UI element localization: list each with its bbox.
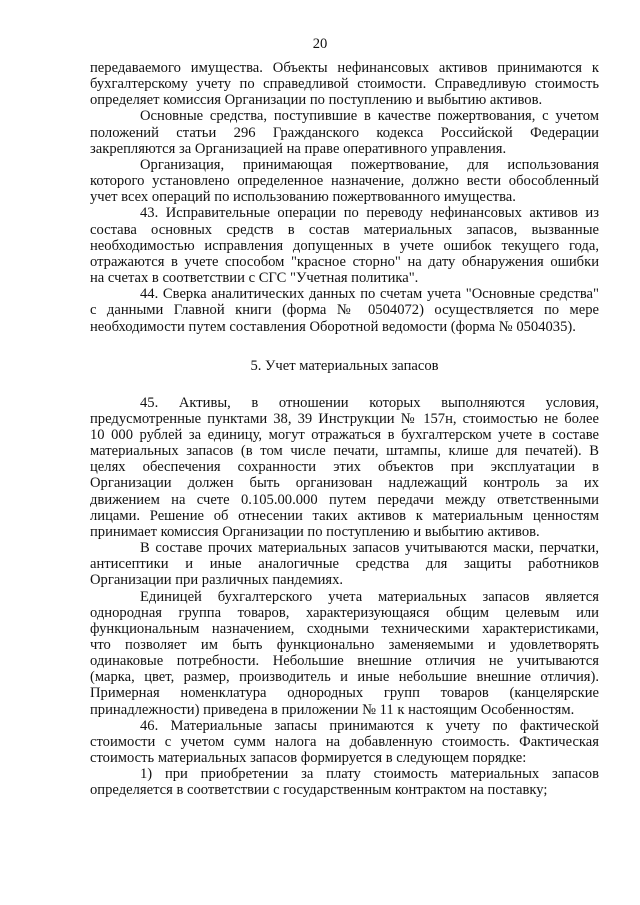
text-line: Организации при различных пандемиях. — [90, 572, 344, 589]
text-line: антисептики и иные аналогичные средства для защиты работников — [90, 556, 599, 573]
text-line: определяется в соответствии с государственным контрактом на поставку; — [90, 782, 548, 799]
text-line: В составе прочих материальных запасов учитываются маски, перчатки, — [140, 540, 599, 557]
paragraph-p2 — [90, 108, 599, 156]
text-line: 45. Активы, в отношении которых выполняются условия, — [140, 394, 599, 411]
text-line: необходимости путем составления Оборотной ведомости (форма № 0504035). — [90, 318, 576, 335]
text-line: предусмотренные пунктами 38, 39 Инструкции № 157н, стоимостью не более — [90, 410, 599, 427]
text-line: (марка, цвет, размер, производитель и иные небольшие внешние отличия). — [90, 669, 599, 686]
paragraph-p6 — [90, 395, 599, 540]
text-line: 44. Сверка аналитических данных по счетам учета "Основные средства" — [140, 286, 599, 303]
text-line: определяет комиссия Организации по поступлению и выбытию активов. — [90, 92, 543, 109]
text-line: функциональным назначением, сходными техническими характеристиками, — [90, 620, 599, 637]
text-line: Единицей бухгалтерского учета материальных запасов является — [140, 588, 599, 605]
text-line: учет всех операций по использованию пожертвованного имущества. — [90, 189, 516, 206]
paragraph-p9 — [90, 718, 599, 766]
text-line: необходимостью исправления допущенных в учете ошибок текущего года, — [90, 237, 599, 254]
text-line: Основные средства, поступившие в качестве пожертвования, с учетом — [140, 108, 599, 125]
section-heading: 5. Учет материальных запасов — [250, 357, 439, 374]
text-line: Примерная номенклатура однородных групп товаров (канцелярские — [90, 685, 599, 702]
text-line: лицами. Решение об отнесении таких активов к материальным ценностям — [90, 507, 599, 524]
paragraphs-bottom — [90, 395, 599, 799]
paragraph-p8 — [90, 589, 599, 718]
text-line: 10 000 рублей за единицу, могут отражаться в бухгалтерском учете в составе — [90, 426, 599, 443]
text-line: 43. Исправительные операции по переводу нефинансовых активов из — [140, 205, 599, 222]
text-line: на счетах в соответствии с СГС "Учетная политика". — [90, 270, 419, 287]
text-line: принадлежности) приведена в приложении № 11 к настоящим Особенностям. — [90, 701, 575, 718]
paragraph-p1 — [90, 60, 599, 108]
text-line: Организация, принимающая пожертвование, для использования — [140, 156, 599, 173]
text-line: принимает комиссия Организации по поступлению и выбытию активов. — [90, 523, 540, 540]
paragraph-p10 — [90, 766, 599, 798]
text-line: что позволяет им быть функционально заменяемыми и удовлетворять — [90, 637, 599, 653]
text-line: закрепляются за Организацией на праве оперативного управления. — [90, 140, 507, 157]
text-line: бухгалтерскому учету по справедливой стоимости. Справедливую стоимость — [90, 76, 599, 93]
text-line: отражаются в учете способом "красное сторно" на дату обнаружения ошибки — [90, 253, 599, 270]
paragraph-p4 — [90, 205, 599, 286]
text-line: 1) при приобретении за плату стоимость материальных запасов — [140, 766, 599, 783]
text-line: состава основных средств в состав материальных запасов, вызванные — [90, 221, 599, 238]
page-content — [90, 60, 599, 799]
text-line: с данными Главной книги (форма № 0504072) осуществляется по мере — [90, 302, 599, 319]
paragraph-p3 — [90, 157, 599, 205]
text-line: положений статьи 296 Гражданского кодекса Российской Федерации — [90, 124, 599, 141]
paragraphs-top — [90, 60, 599, 335]
text-line: стоимость материальных запасов формируется в следующем порядке: — [90, 750, 527, 767]
text-line: 46. Материальные запасы принимаются к учету по фактической — [140, 717, 599, 734]
text-line: стоимости с учетом сумм налога на добавленную стоимость. Фактическая — [90, 733, 599, 750]
paragraph-p5 — [90, 286, 599, 334]
page-number: 20 — [312, 36, 328, 52]
text-line: целях обеспечения сохранности этих объектов при эксплуатации в — [90, 459, 599, 476]
text-line: одинаковые потребности. Небольшие внешние отличия не учитываются — [90, 653, 599, 670]
text-line: которого установлено определенное назначение, должно вести обособленный — [90, 173, 599, 190]
text-line: однородная группа товаров, характеризующаяся общим целевым или — [90, 604, 599, 621]
paragraph-p7 — [90, 540, 599, 588]
text-line: движением на счете 0.105.00.000 путем передачи между ответственными — [90, 491, 599, 508]
text-line: материальных запасов (в том числе печати, штампы, клише для печатей). В — [90, 443, 599, 460]
text-line: Организации должен быть организован надлежащий контроль за их — [90, 475, 599, 492]
text-line: передаваемого имущества. Объекты нефинансовых активов принимаются к — [90, 60, 599, 76]
